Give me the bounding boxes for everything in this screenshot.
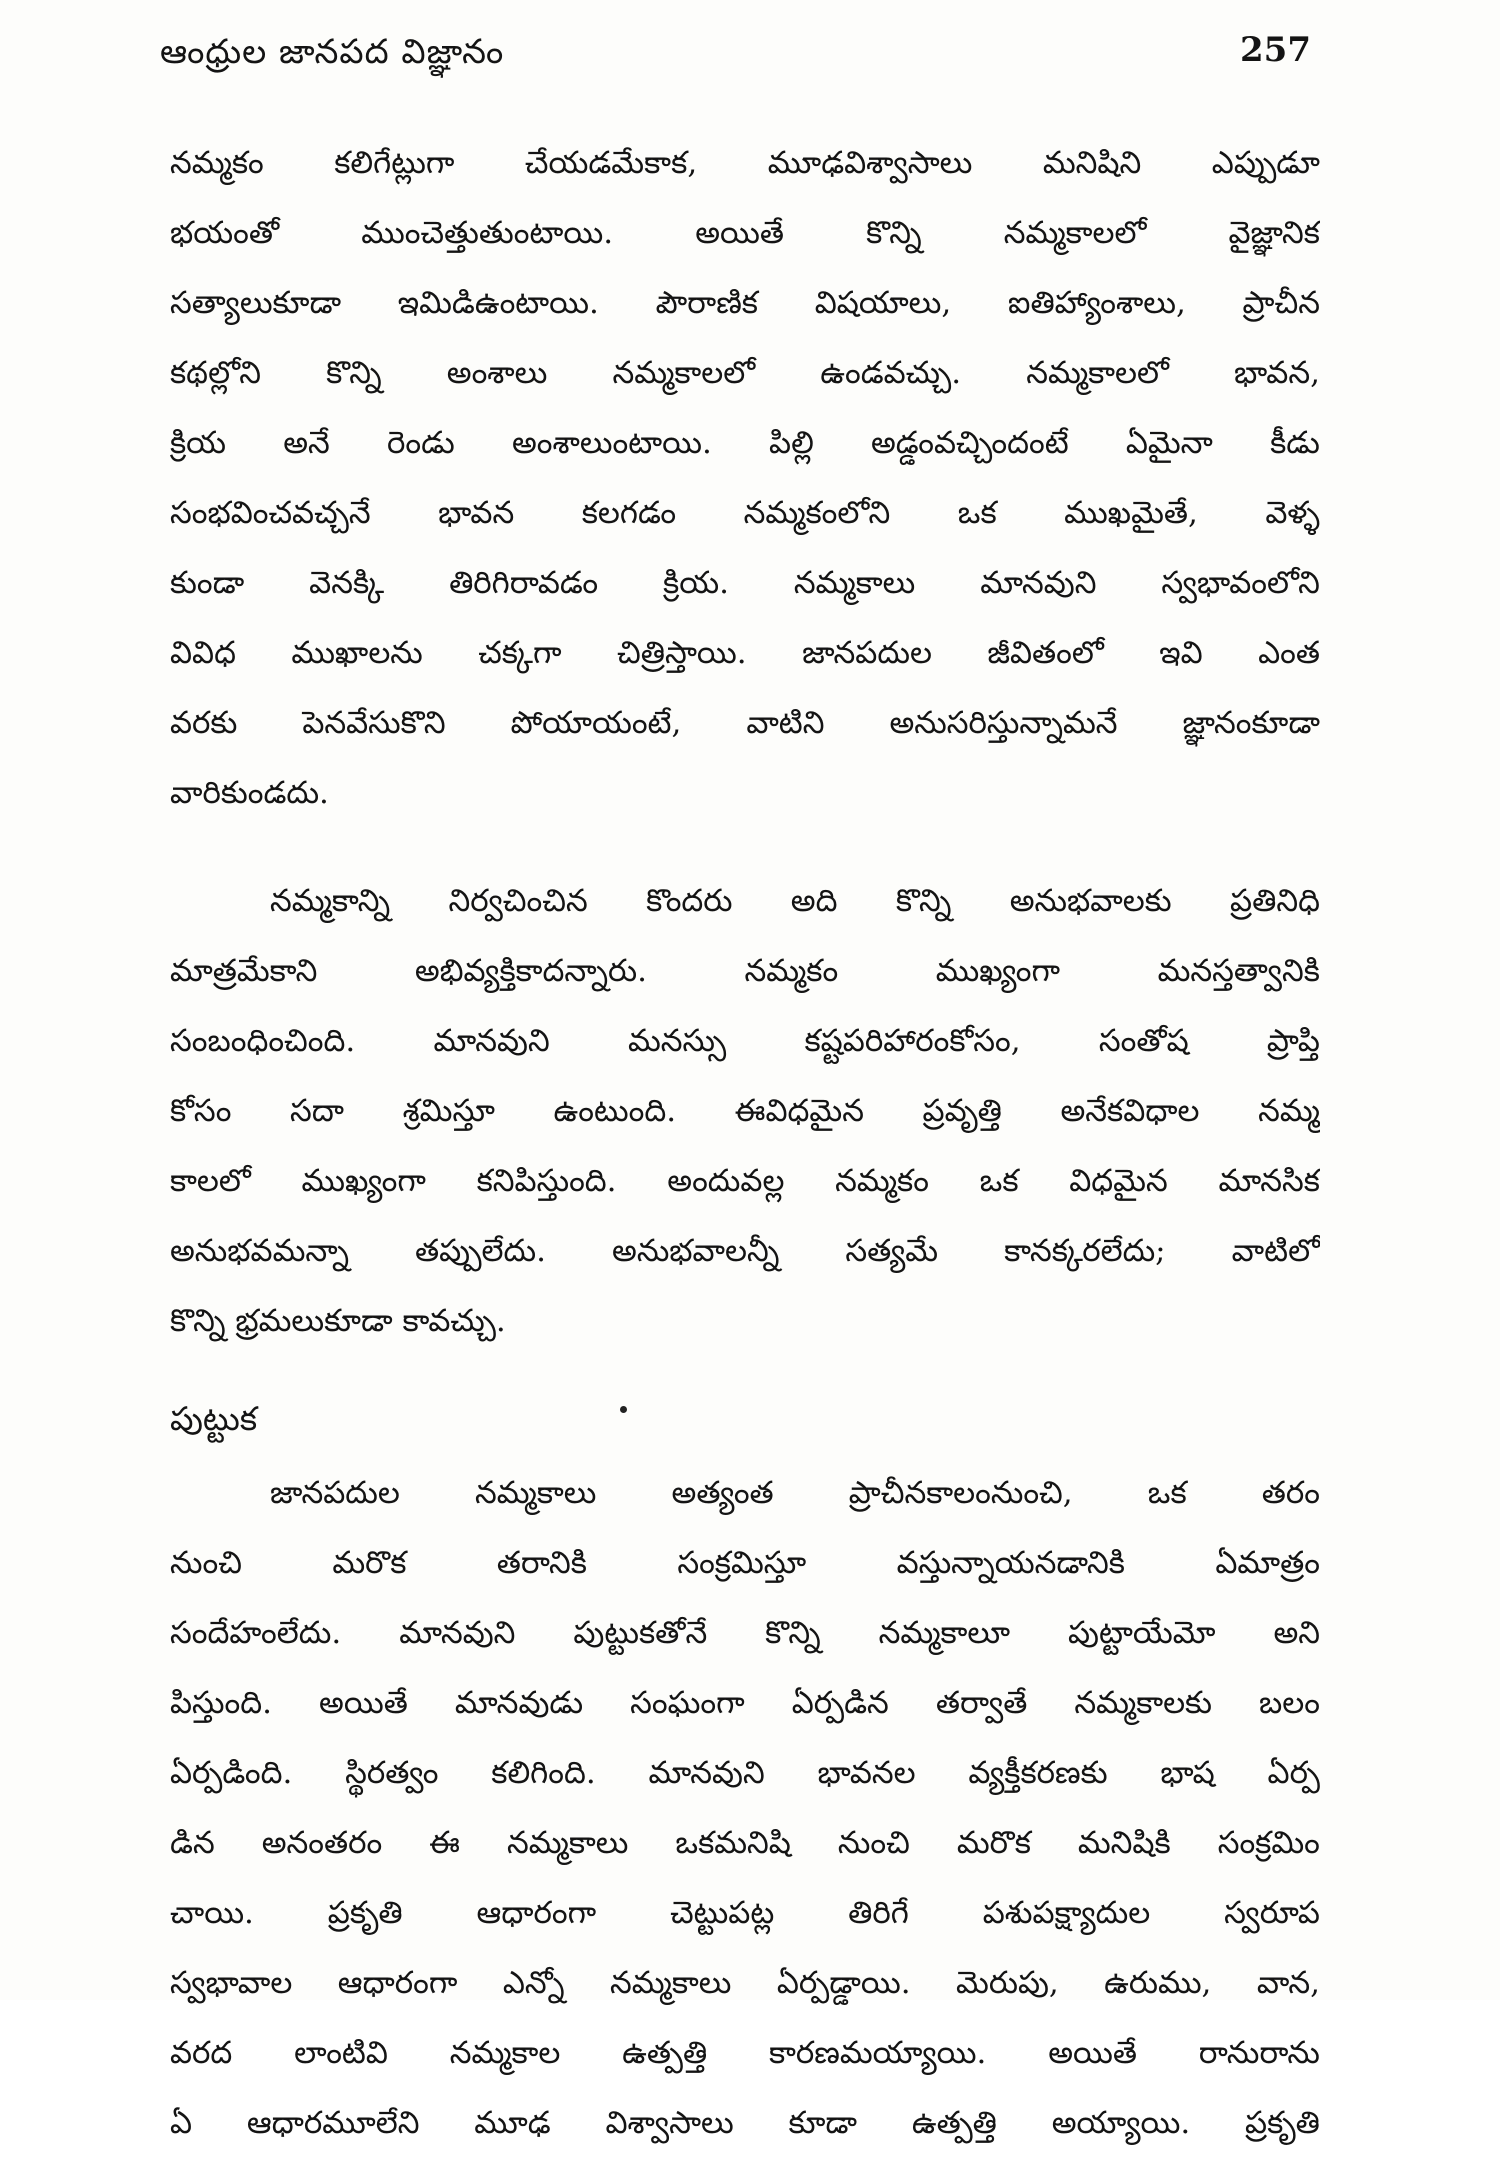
word: భావనల [817, 1755, 916, 1791]
text-line [170, 1528, 1320, 1598]
word: ఎంత [1258, 635, 1320, 671]
word: కుండా [170, 565, 245, 601]
word: అందువల్ల [667, 1163, 785, 1199]
word: మానవుడు [454, 1685, 584, 1721]
word: మూఢవిశ్వాసాలు [767, 145, 973, 181]
word: మనస్సు [627, 1023, 727, 1059]
word: వాటిని [746, 705, 825, 741]
text-line [170, 408, 1320, 478]
text-line [170, 338, 1320, 408]
word: ఏర్పడ్డాయి. [776, 1965, 911, 2001]
word: సంక్రమిస్తూ [677, 1545, 807, 1581]
word: నుంచి [837, 1825, 910, 1861]
word: కొన్ని [765, 1615, 821, 1651]
word: తిరిగే [848, 1895, 909, 1931]
word: ఆధారంగా [337, 1965, 458, 2001]
running-head: ఆంధ్రుల జానపద విజ్ఞానం [160, 32, 505, 72]
word: చెట్టుపట్ల [670, 1895, 775, 1931]
word: జానపదుల [802, 635, 932, 671]
word: అయితే [319, 1685, 408, 1721]
word: అయితే [695, 215, 784, 251]
word: మూఢ [474, 2105, 551, 2141]
word: కూడా [788, 2105, 858, 2141]
ink-speck [620, 1406, 627, 1413]
paragraph-gap [170, 828, 1320, 866]
word: నమ్మకాలూ [878, 1615, 1011, 1651]
text-line [170, 128, 1320, 198]
word: వాటిలో [1231, 1233, 1320, 1269]
text-line [170, 1146, 1320, 1216]
word: అడ్డంవచ్చిందంటే [871, 425, 1069, 461]
word: వ్యక్తీకరణకు [968, 1755, 1108, 1791]
word: ముఖ్యంగా [301, 1163, 426, 1199]
word: సత్యమే [845, 1233, 939, 1269]
word: లాంటివి [294, 2035, 388, 2071]
word: ఇవి [1159, 635, 1203, 671]
word: పశుపక్ష్యాదుల [982, 1895, 1151, 1931]
word: ప్రవృత్తి [922, 1093, 1002, 1129]
word: మరొక [956, 1825, 1031, 1861]
word: వైజ్ఞానిక [1228, 215, 1320, 251]
word: భాష [1160, 1755, 1215, 1791]
section-heading-row [170, 1380, 1320, 1458]
text-line [170, 1738, 1320, 1808]
word: ప్రకృతి [1245, 2105, 1320, 2141]
word: నమ్మకం [744, 953, 839, 989]
text-line [170, 2088, 1320, 2158]
text-line [170, 548, 1320, 618]
line-text: వారికుండదు. [170, 775, 329, 811]
word: ముంచెత్తుతుంటాయి. [361, 215, 614, 251]
word: ఉత్పత్తి [622, 2035, 708, 2071]
word: కానక్కరలేదు; [1004, 1233, 1166, 1269]
word: కాలలో [170, 1163, 251, 1199]
word: కోసం [170, 1093, 232, 1129]
text-line [170, 1286, 1320, 1356]
word: ప్రాచీనకాలంనుంచి, [848, 1475, 1073, 1511]
word: సంఘంగా [630, 1685, 745, 1721]
word: పిస్తుంది. [170, 1685, 272, 1721]
word: భావన [438, 495, 515, 531]
text-line [170, 1076, 1320, 1146]
word: అనేకవిధాల [1060, 1093, 1200, 1129]
word: మనిషిని [1042, 145, 1142, 181]
word: సంభవించవచ్చనే [170, 495, 371, 531]
word: తిరిగిరావడం [449, 565, 599, 601]
word: శ్రమిస్తూ [402, 1093, 495, 1129]
word: అనుసరిస్తున్నామనే [889, 705, 1118, 741]
word: నుంచి [170, 1545, 242, 1581]
word: పౌరాణిక [655, 285, 758, 321]
word: ఈ [429, 1825, 460, 1861]
word: మరొక [332, 1545, 407, 1581]
word: ఏ [170, 2105, 193, 2141]
word: అత్యంత [671, 1475, 774, 1511]
word: ఐతిహ్యాంశాలు, [1007, 285, 1186, 321]
word: సంబంధించింది. [170, 1023, 356, 1059]
word: ఆధారమూలేని [246, 2105, 420, 2141]
word: నమ్మకాలలో [1026, 355, 1169, 391]
word: ఒకమనిషి [675, 1825, 791, 1861]
word: మానసిక [1218, 1163, 1320, 1199]
word: పిల్లి [769, 425, 814, 461]
word: అనుభవాలకు [1009, 883, 1172, 919]
text-line [170, 478, 1320, 548]
word: అయ్యాయి. [1051, 2105, 1191, 2141]
word: డిన [170, 1825, 215, 1861]
word: ఒక [957, 495, 997, 531]
word: ఒక [979, 1163, 1019, 1199]
word: నమ్మకం [835, 1163, 929, 1199]
word: ప్రకృతి [327, 1895, 403, 1931]
word: మానవుని [980, 565, 1097, 601]
word: నమ్మకాలు [506, 1825, 629, 1861]
word: నిర్వచించిన [448, 883, 588, 919]
word: మానవుని [648, 1755, 765, 1791]
word: ముఖమైతే, [1064, 495, 1198, 531]
word: కొన్ని [895, 883, 952, 919]
text-line [170, 758, 1320, 828]
text-line [170, 618, 1320, 688]
word: అది [790, 883, 838, 919]
word: ఉండవచ్చు. [820, 355, 962, 391]
text-line [170, 198, 1320, 268]
word: నమ్మకాలలో [612, 355, 756, 391]
word: విశ్వాసాలు [605, 2105, 734, 2141]
word: నమ్మకాలలో [1003, 215, 1147, 251]
word: అనే [283, 425, 330, 461]
word: భావన, [1234, 355, 1320, 391]
word: ఏర్ప [1267, 1755, 1320, 1791]
word: పోయాయంటే, [510, 705, 682, 741]
word: మాత్రమేకాని [170, 953, 318, 989]
word: వివిధ [170, 635, 236, 671]
word: మనస్తత్వానికి [1157, 953, 1320, 989]
word: బలం [1259, 1685, 1320, 1721]
word: సందేహంలేదు. [170, 1615, 342, 1651]
word: ఒక [1147, 1475, 1187, 1511]
paragraph-3 [170, 1458, 1320, 2158]
word: వరకు [170, 705, 238, 741]
word: ప్రతినిధి [1230, 883, 1320, 919]
word: మనిషికి [1077, 1825, 1171, 1861]
word: కనిపిస్తుంది. [476, 1163, 617, 1199]
word: అనంతరం [261, 1825, 383, 1861]
word: నమ్మకాలు [793, 565, 916, 601]
word: జానపదుల [270, 1475, 400, 1511]
word: విషయాలు, [814, 285, 952, 321]
word: వెళ్ళ [1265, 495, 1320, 531]
text-line [170, 688, 1320, 758]
text-line [170, 1878, 1320, 1948]
word: జీవితంలో [987, 635, 1104, 671]
word: అభివ్యక్తికాదన్నారు. [414, 953, 647, 989]
word: వాన, [1256, 1965, 1320, 2001]
word: ఎన్నో [502, 1965, 565, 2001]
word: ఇమిడిఉంటాయి. [397, 285, 599, 321]
word: విధమైన [1069, 1163, 1168, 1199]
word: నమ్మకాన్ని [270, 883, 391, 919]
text-line [170, 1808, 1320, 1878]
word: కీడు [1270, 425, 1320, 461]
section-heading: పుట్టుక [170, 1399, 258, 1438]
word: ఏమైనా [1125, 425, 1213, 461]
text-line [170, 936, 1320, 1006]
word: కలగడం [581, 495, 677, 531]
word: సంతోష [1098, 1023, 1189, 1059]
word: కలిగింది. [491, 1755, 596, 1791]
word: అనుభవాలన్నీ [612, 1233, 780, 1269]
word: ముఖ్యంగా [935, 953, 1061, 989]
word: తప్పులేదు. [414, 1233, 546, 1269]
word: స్థిరత్వం [345, 1755, 439, 1791]
word: ప్రాప్తి [1266, 1023, 1320, 1059]
word: కొన్ని [866, 215, 922, 251]
word: ఏమాత్రం [1215, 1545, 1320, 1581]
word: అంశాలుంటాయి. [511, 425, 712, 461]
word: అయితే [1048, 2035, 1137, 2071]
word: నమ్మ [1258, 1093, 1320, 1129]
word: చక్కగా [478, 635, 562, 671]
word: చాయి. [170, 1895, 254, 1931]
word: చిత్రిస్తాయి. [616, 635, 747, 671]
text-line [170, 1948, 1320, 2018]
word: నమ్మకాలు [474, 1475, 597, 1511]
page-number: 257 [1240, 30, 1311, 70]
word: ఎప్పుడూ [1211, 145, 1320, 181]
word: తరానికి [496, 1545, 587, 1581]
word: ఆధారంగా [476, 1895, 597, 1931]
word: మెరుపు, [956, 1965, 1059, 2001]
word: ముఖాలను [291, 635, 423, 671]
word: కొందరు [646, 883, 733, 919]
word: భయంతో [170, 215, 280, 251]
word: కలిగేట్లుగా [334, 145, 455, 181]
word: ఉరుము, [1104, 1965, 1212, 2001]
word: వస్తున్నాయనడానికి [896, 1545, 1125, 1581]
text-line [170, 1598, 1320, 1668]
word: సదా [290, 1093, 345, 1129]
word: సత్యాలుకూడా [170, 285, 342, 321]
word: స్వభావంలోని [1161, 565, 1320, 601]
word: అంశాలు [446, 355, 548, 391]
word: ఏర్పడిన [791, 1685, 889, 1721]
word: మానవుని [433, 1023, 550, 1059]
word: పెనవేసుకొని [302, 705, 446, 741]
text-line [170, 1216, 1320, 1286]
word: నమ్మకాలకు [1074, 1685, 1212, 1721]
text-line [170, 2018, 1320, 2088]
paragraph-2 [170, 866, 1320, 1356]
body-text [170, 128, 1320, 2158]
word: రెండు [387, 425, 455, 461]
word: నమ్మకం [170, 145, 264, 181]
word: వెనక్కి [309, 565, 385, 601]
word: అని [1273, 1615, 1320, 1651]
word: కారణమయ్యాయి. [769, 2035, 987, 2071]
word: కష్టపరిహారంకోసం, [804, 1023, 1021, 1059]
word: పుట్టాయేమో [1068, 1615, 1216, 1651]
word: ప్రాచీన [1242, 285, 1320, 321]
word: తరం [1261, 1475, 1320, 1511]
word: జ్ఞానంకూడా [1182, 705, 1320, 741]
text-line [170, 268, 1320, 338]
word: నమ్మకంలోని [743, 495, 891, 531]
text-line [170, 1458, 1320, 1528]
word: అనుభవమన్నా [170, 1233, 349, 1269]
word: నమ్మకాల [449, 2035, 561, 2071]
word: చేయడమేకాక, [524, 145, 698, 181]
word: క్రియ. [663, 565, 729, 601]
word: రానురాను [1198, 2035, 1320, 2071]
word: తర్వాతే [935, 1685, 1028, 1721]
word: కథల్లోని [170, 355, 261, 391]
word: ఈవిధమైన [734, 1093, 864, 1129]
paragraph-1 [170, 128, 1320, 828]
text-line [170, 1006, 1320, 1076]
word: క్రియ [170, 425, 227, 461]
line-text: కొన్ని భ్రమలుకూడా కావచ్చు. [170, 1303, 506, 1339]
word: ఉత్పత్తి [911, 2105, 997, 2141]
word: కొన్ని [326, 355, 382, 391]
text-line [170, 1668, 1320, 1738]
word: వరద [170, 2035, 233, 2071]
word: ఉంటుంది. [553, 1093, 677, 1129]
word: ఏర్పడింది. [170, 1755, 293, 1791]
word: పుట్టుకతోనే [573, 1615, 708, 1651]
word: మానవుని [399, 1615, 516, 1651]
word: స్వభావాల [170, 1965, 293, 2001]
word: స్వరూప [1224, 1895, 1320, 1931]
word: నమ్మకాలు [609, 1965, 732, 2001]
text-line [170, 866, 1320, 936]
word: సంక్రమిం [1217, 1825, 1320, 1861]
